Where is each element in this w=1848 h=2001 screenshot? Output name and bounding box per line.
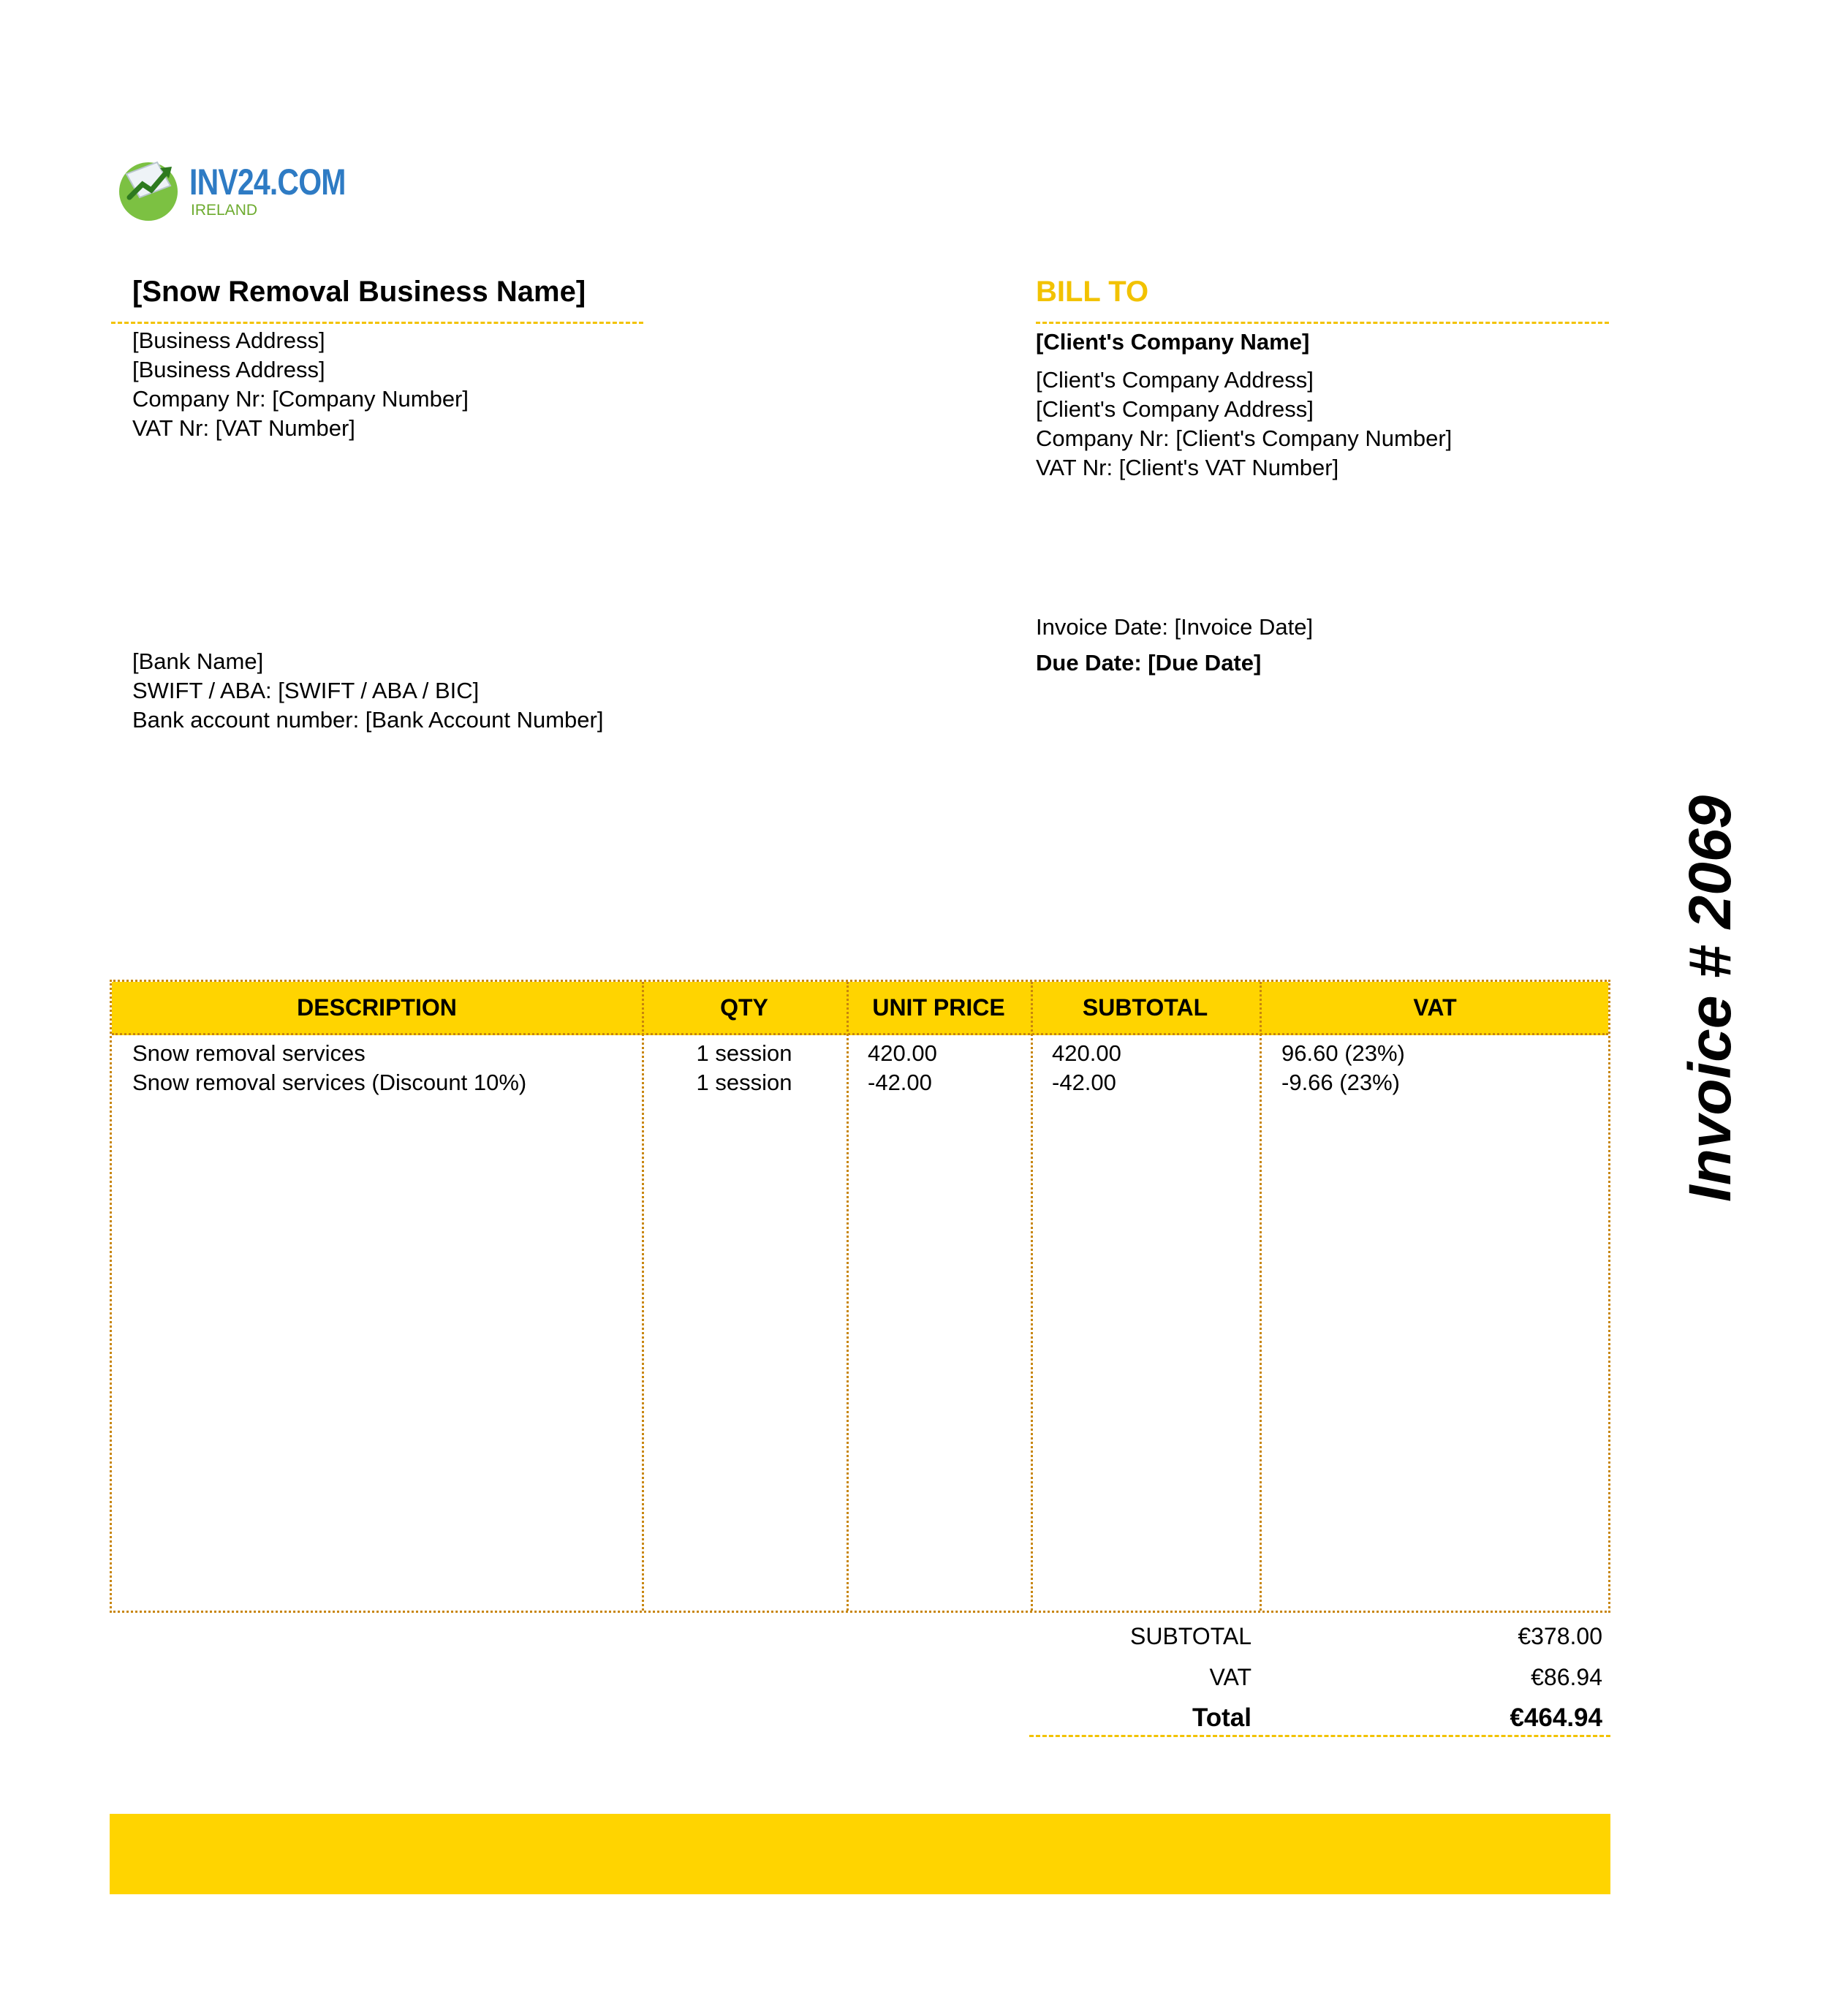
bill-to-title: BILL TO: [1036, 276, 1149, 308]
column-divider: [847, 982, 849, 1611]
row-1-description: Snow removal services: [132, 1040, 366, 1066]
business-name: [Snow Removal Business Name]: [132, 276, 586, 308]
business-divider: [111, 322, 643, 324]
total-value: €464.94: [1510, 1703, 1602, 1732]
header-subtotal: SUBTOTAL: [1082, 994, 1208, 1021]
client-company-name: [Client's Company Name]: [1036, 329, 1310, 355]
row-1-qty: 1 session: [696, 1040, 792, 1066]
header-vat: VAT: [1413, 994, 1457, 1021]
client-vat-number: VAT Nr: [Client's VAT Number]: [1036, 455, 1339, 480]
business-company-number: Company Nr: [Company Number]: [132, 386, 469, 412]
business-details: [132, 326, 469, 443]
bank-name: [Bank Name]: [132, 648, 264, 674]
vat-label: VAT: [1209, 1664, 1251, 1690]
total-label: Total: [1192, 1703, 1251, 1732]
row-2-vat: -9.66 (23%): [1281, 1070, 1400, 1095]
items-table: [110, 980, 1610, 1613]
total-divider: [1029, 1735, 1610, 1737]
due-date: Due Date: [Due Date]: [1036, 650, 1262, 676]
column-divider: [1031, 982, 1033, 1611]
column-divider: [1260, 982, 1262, 1611]
row-2-description: Snow removal services (Discount 10%): [132, 1070, 527, 1095]
bank-details: [132, 647, 603, 735]
row-2-subtotal: -42.00: [1052, 1070, 1116, 1095]
client-address-1: [Client's Company Address]: [1036, 367, 1314, 393]
header-description: DESCRIPTION: [297, 994, 457, 1021]
logo-brand-text: INV24.COM: [189, 162, 346, 203]
invoice-date: Invoice Date: [Invoice Date]: [1036, 614, 1314, 640]
business-address-2: [Business Address]: [132, 357, 325, 382]
row-2-qty: 1 session: [696, 1070, 792, 1095]
subtotal-label: SUBTOTAL: [1130, 1623, 1251, 1649]
header-qty: QTY: [720, 994, 768, 1021]
row-1-unit-price: 420.00: [868, 1040, 937, 1066]
vat-value: €86.94: [1531, 1664, 1602, 1690]
client-address-2: [Client's Company Address]: [1036, 396, 1314, 422]
bank-account-number: Bank account number: [Bank Account Number]: [132, 707, 604, 733]
business-address-1: [Business Address]: [132, 328, 325, 353]
row-1-vat: 96.60 (23%): [1281, 1040, 1405, 1066]
business-vat-number: VAT Nr: [VAT Number]: [132, 415, 355, 441]
client-company-number: Company Nr: [Client's Company Number]: [1036, 425, 1453, 451]
client-details: [1036, 366, 1452, 483]
invoice-number: Invoice # 2069: [1677, 795, 1743, 1203]
row-1-subtotal: 420.00: [1052, 1040, 1121, 1066]
bank-swift: SWIFT / ABA: [SWIFT / ABA / BIC]: [132, 678, 480, 703]
row-2-unit-price: -42.00: [868, 1070, 932, 1095]
footer-bar: [110, 1814, 1610, 1894]
bill-to-divider: [1036, 322, 1609, 324]
logo-sub-text: IRELAND: [191, 202, 258, 219]
subtotal-value: €378.00: [1518, 1623, 1602, 1649]
header-unit-price: UNIT PRICE: [872, 994, 1005, 1021]
logo-icon: [113, 154, 186, 224]
company-logo: [113, 154, 346, 224]
